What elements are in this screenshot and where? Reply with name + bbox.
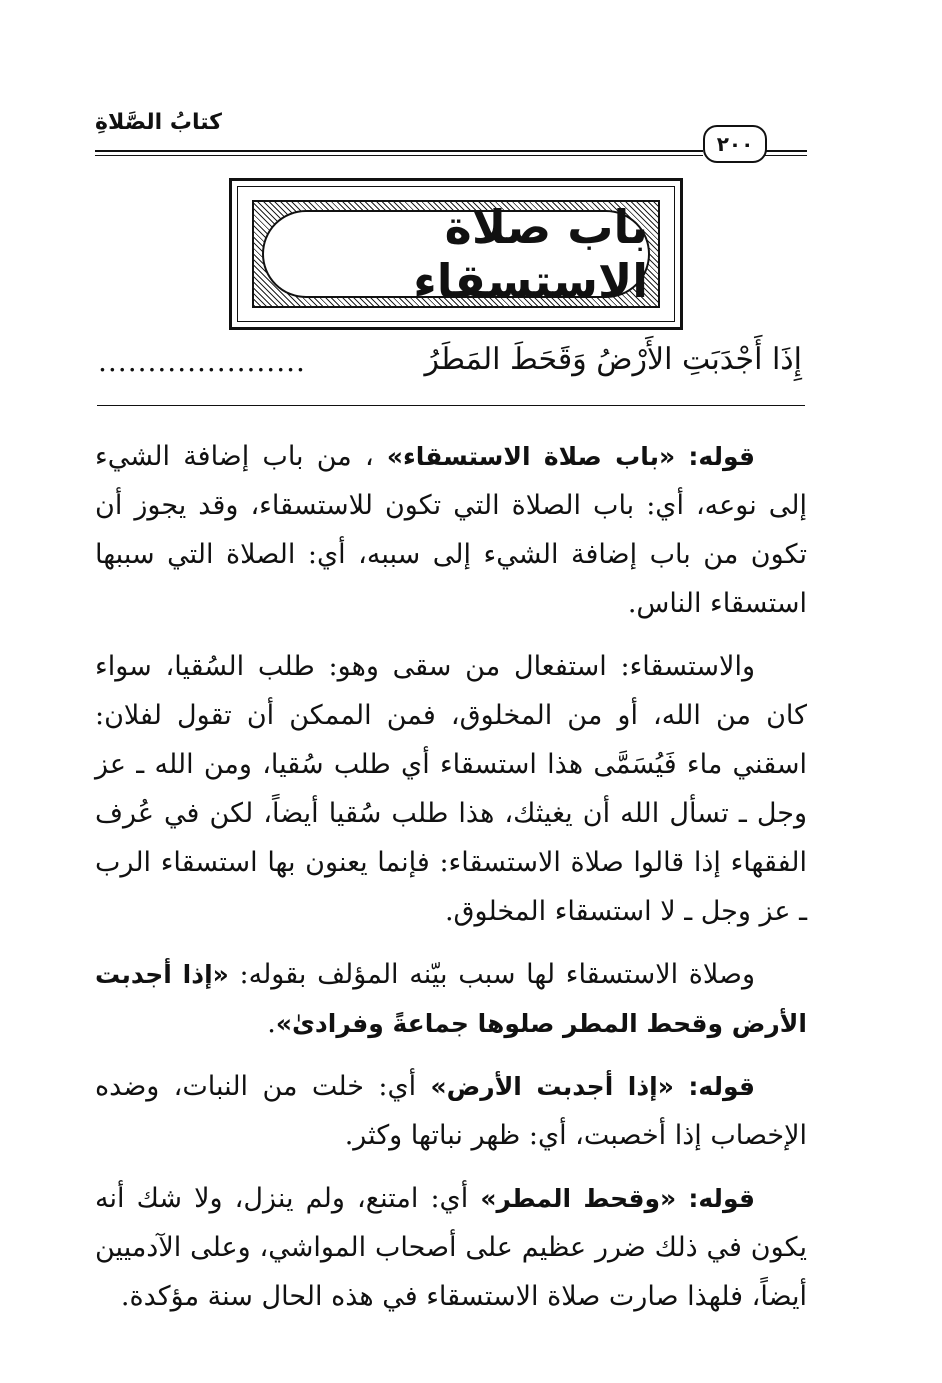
paragraph-lead: قوله: «باب صلاة الاستسقاء» [386,442,756,471]
header-rule-right-2 [765,155,807,156]
matn-dots: ..................... [98,345,306,378]
header-rule-left [95,150,703,152]
paragraph-text: وصلاة الاستسقاء لها سبب بيّنه المؤلف بقوله: [228,959,756,990]
commentary-body [95,432,807,1335]
paragraph-lead: قوله: «وقحط المطر» [480,1184,755,1213]
header-rule-right [765,150,807,152]
paragraph [95,1062,807,1160]
paragraph-text: ، من باب إضافة الشيء إلى نوعه، أي: باب الصلاة التي تكون للاستسقاء، وقد يجوز أن تكون من باب إضافة الشيء إلى سببه، أي: الصلاة التي سببها استسقاء الناس. [95,441,807,619]
paragraph-quote: «إذا أجدبت الأرض وقحط المطر صلوها جماعةً وفرادىٰ» [95,960,807,1038]
matn-text: إِذَا أَجْدَبَتِ الأَرْضُ وَقَحَطَ المَطَرُ [424,342,802,377]
header-rule-left-2 [95,155,703,156]
matn-separator [97,405,805,406]
page-number: ٢٠٠ [703,125,767,163]
chapter-title: باب صلاة الاستسقاء [413,200,648,308]
book-title: كتابُ الصَّلاةِ [95,110,222,135]
chapter-title-plate [262,200,650,308]
paragraph [95,642,807,936]
paragraph-text: أي: امتنع، ولم ينزل، ولا شك أنه يكون في ذلك ضرر عظيم على أصحاب المواشي، وعلى الآدميين أيضاً، فلهذا صارت صلاة الاستسقاء في هذه الحال سنة مؤكدة. [95,1183,807,1312]
paragraph-text: أي: خلت من النبات، وضده الإخصاب إذا أخصبت، أي: ظهر نباتها وكثر. [95,1071,807,1151]
paragraph-lead: قوله: «إذا أجدبت الأرض» [430,1072,755,1101]
paragraph [95,1174,807,1321]
paragraph [95,950,807,1048]
paragraph-text: والاستسقاء: استفعال من سقى وهو: طلب السُقيا، سواء كان من الله، أو من المخلوق، فمن الممكن أن تقول لفلان: اسقني ماء فَيُسَمَّى هذا استسقاء أي طلب سُقيا، ومن الله ـ عز وجل ـ تسأل الله أن يغيثك، هذا طلب سُقيا أيضاً، لكن في عُرف الفقهاء إذا قالوا صلاة الاستسقاء: فإنما يعنون بها استسقاء الرب ـ عز وجل ـ لا استسقاء المخلوق. [95,651,807,927]
paragraph [95,432,807,628]
paragraph-tail: . [267,1008,276,1039]
